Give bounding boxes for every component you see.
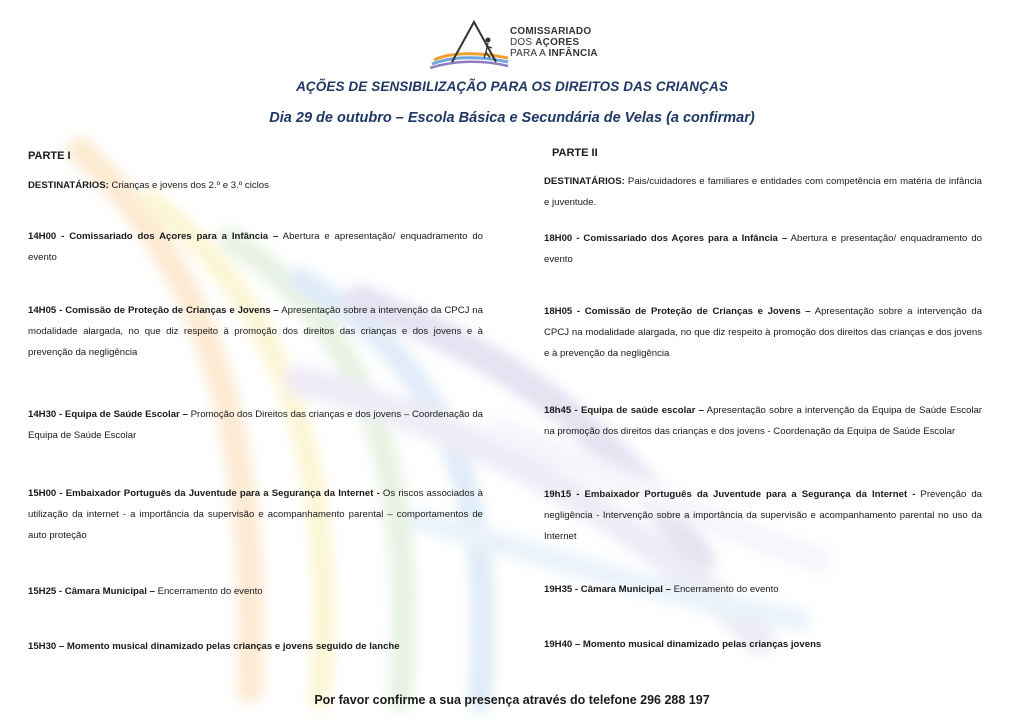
part-2-item-1915: 19h15 - Embaixador Português da Juventude para a Segurança da Internet - Prevenção da negligência - Intervenção sobre a importância da supervisão e acompanhamento parental no uso da Internet	[544, 489, 982, 542]
part-2-item-1845: 18h45 - Equipa de saúde escolar – Apresentação sobre a intervenção da Equipa de Saúde Escolar na promoção dos direitos das crianças e dos jovens - Coordenação da Equipa de Saúde Escolar	[544, 405, 982, 437]
part-2-audience: DESTINATÁRIOS: Pais/cuidadores e familiares e entidades com competência em matéria de infância e juventude.	[544, 176, 982, 208]
logo-line-2a: DOS	[510, 37, 536, 48]
page-title: AÇÕES DE SENSIBILIZAÇÃO PARA OS DIREITOS DAS CRIANÇAS	[296, 79, 728, 94]
part-2-item-1935: 19H35 - Câmara Municipal – Encerramento do evento	[544, 584, 779, 595]
part-2-heading: PARTE II	[552, 147, 598, 159]
part-2-item-1800: 18H00 - Comissariado dos Açores para a Infância – Abertura e presentação/ enquadramento do evento	[544, 233, 982, 265]
part-1-item-1405: 14H05 - Comissão de Proteção de Crianças e Jovens – Apresentação sobre a intervenção da CPCJ na modalidade alargada, no que diz respeito à promoção dos direitos das crianças e dos jovens e à prevenção da negligência	[28, 305, 483, 358]
logo-line-3b: INFÂNCIA	[548, 48, 598, 59]
part-1-item-1525: 15H25 - Câmara Municipal – Encerramento do evento	[28, 586, 263, 597]
rsvp-footer: Por favor confirme a sua presença através do telefone 296 288 197	[314, 693, 710, 707]
part-1-item-1500: 15H00 - Embaixador Português da Juventude para a Segurança da Internet - Os riscos associados à utilização da internet - a importância da supervisão e acompanhamento parental – comportamentos de auto proteção	[28, 488, 483, 541]
page-subtitle: Dia 29 de outubro – Escola Básica e Secundária de Velas (a confirmar)	[269, 110, 755, 126]
commissariat-logo	[430, 18, 600, 74]
logo-line-3a: PARA A	[510, 48, 549, 59]
logo-line-2b: AÇORES	[535, 37, 580, 48]
part-1-heading: PARTE I	[28, 150, 71, 162]
part-2-item-1940: 19H40 – Momento musical dinamizado pelas crianças jovens	[544, 639, 822, 650]
triangle-logo-icon	[430, 18, 510, 74]
logo-line-1: COMISSARIADO	[510, 26, 592, 37]
part-1-item-1430: 14H30 - Equipa de Saúde Escolar – Promoção dos Direitos das crianças e dos jovens – Coordenação da Equipa de Saúde Escolar	[28, 409, 483, 441]
part-1-audience: DESTINATÁRIOS: Crianças e jovens dos 2.º e 3.º ciclos	[28, 180, 269, 191]
part-1-item-1400: 14H00 - Comissariado dos Açores para a Infância – Abertura e apresentação/ enquadramento do evento	[28, 231, 483, 263]
part-1-item-1530: 15H30 – Momento musical dinamizado pelas crianças e jovens seguido de lanche	[28, 641, 400, 652]
part-2-item-1805: 18H05 - Comissão de Proteção de Crianças e Jovens – Apresentação sobre a intervenção da CPCJ na modalidade alargada, no que diz respeito à promoção dos direitos das crianças e dos jovens e à prevenção da negligência	[544, 306, 982, 359]
